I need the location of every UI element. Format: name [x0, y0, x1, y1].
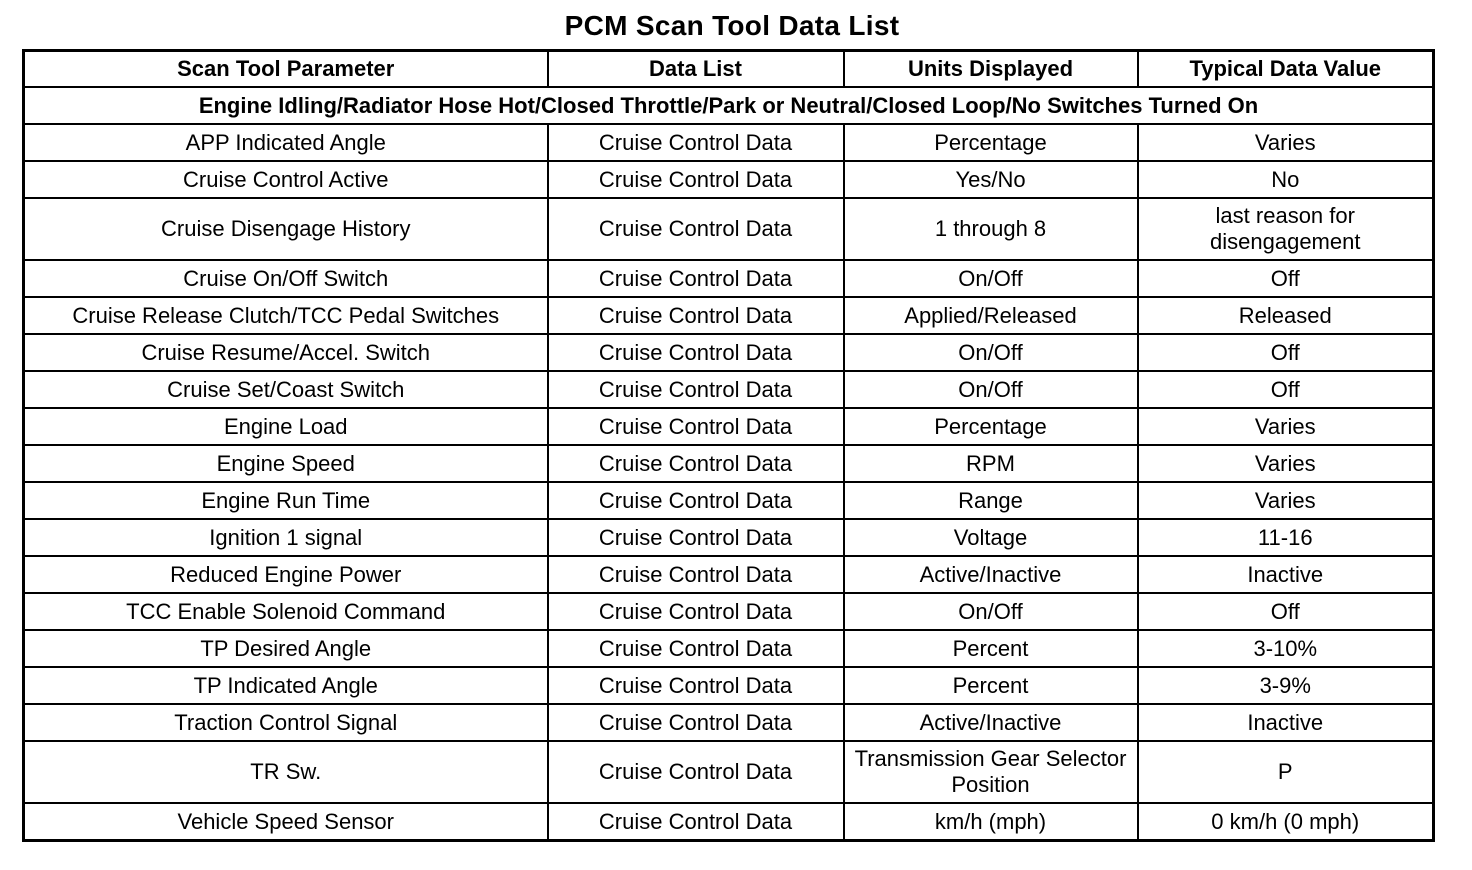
cell-data-list: Cruise Control Data [548, 445, 844, 482]
table-row-13 [24, 593, 1434, 630]
cell-parameter: Traction Control Signal [24, 704, 548, 741]
cell-typical-value: Varies [1138, 482, 1434, 519]
cell-parameter: Cruise Release Clutch/TCC Pedal Switches [24, 297, 548, 334]
cell-units: Voltage [844, 519, 1138, 556]
table-row-2 [24, 161, 1434, 198]
cell-typical-value: Varies [1138, 445, 1434, 482]
table-header [24, 51, 1434, 88]
cell-units: Percentage [844, 124, 1138, 161]
cell-units: Yes/No [844, 161, 1138, 198]
cell-parameter: Ignition 1 signal [24, 519, 548, 556]
cell-data-list: Cruise Control Data [548, 593, 844, 630]
cell-units: Percentage [844, 408, 1138, 445]
table-row-11 [24, 519, 1434, 556]
cell-parameter: Cruise Set/Coast Switch [24, 371, 548, 408]
cell-parameter: TR Sw. [24, 741, 548, 803]
table-row-1 [24, 124, 1434, 161]
cell-units: RPM [844, 445, 1138, 482]
cell-data-list: Cruise Control Data [548, 371, 844, 408]
cell-data-list: Cruise Control Data [548, 482, 844, 519]
cell-units: km/h (mph) [844, 803, 1138, 841]
cell-parameter: Cruise Resume/Accel. Switch [24, 334, 548, 371]
cell-typical-value: 3-10% [1138, 630, 1434, 667]
table-row-5 [24, 297, 1434, 334]
table-row-9 [24, 445, 1434, 482]
cell-parameter: Cruise On/Off Switch [24, 260, 548, 297]
table-row-18 [24, 803, 1434, 841]
cell-data-list: Cruise Control Data [548, 260, 844, 297]
cell-units: Transmission Gear Selector Position [844, 741, 1138, 803]
cell-typical-value: Off [1138, 334, 1434, 371]
table-row-8 [24, 408, 1434, 445]
cell-parameter: TP Indicated Angle [24, 667, 548, 704]
table-row-17 [24, 741, 1434, 803]
cell-units: On/Off [844, 371, 1138, 408]
cell-typical-value: Varies [1138, 408, 1434, 445]
cell-parameter: Vehicle Speed Sensor [24, 803, 548, 841]
cell-typical-value: 11-16 [1138, 519, 1434, 556]
table-row-15 [24, 667, 1434, 704]
cell-data-list: Cruise Control Data [548, 519, 844, 556]
cell-units: Applied/Released [844, 297, 1138, 334]
cell-data-list: Cruise Control Data [548, 334, 844, 371]
page-title: PCM Scan Tool Data List [564, 10, 900, 41]
cell-typical-value: Inactive [1138, 704, 1434, 741]
cell-units: 1 through 8 [844, 198, 1138, 260]
cell-units: Percent [844, 630, 1138, 667]
cell-parameter: Cruise Control Active [24, 161, 548, 198]
cell-data-list: Cruise Control Data [548, 803, 844, 841]
condition-row [24, 87, 1434, 124]
cell-units: Range [844, 482, 1138, 519]
cell-typical-value: 0 km/h (0 mph) [1138, 803, 1434, 841]
cell-data-list: Cruise Control Data [548, 741, 844, 803]
cell-parameter: TCC Enable Solenoid Command [24, 593, 548, 630]
cell-parameter: Cruise Disengage History [24, 198, 548, 260]
table-row-4 [24, 260, 1434, 297]
cell-parameter: Engine Run Time [24, 482, 548, 519]
table-row-6 [24, 334, 1434, 371]
cell-typical-value: last reason for disengagement [1138, 198, 1434, 260]
table-row-3 [24, 198, 1434, 260]
cell-units: On/Off [844, 334, 1138, 371]
operating-condition: Engine Idling/Radiator Hose Hot/Closed Throttle/Park or Neutral/Closed Loop/No Switches Turned On [24, 87, 1434, 124]
cell-data-list: Cruise Control Data [548, 161, 844, 198]
cell-units: Percent [844, 667, 1138, 704]
cell-typical-value: Off [1138, 260, 1434, 297]
table-row-10 [24, 482, 1434, 519]
cell-units: Active/Inactive [844, 704, 1138, 741]
cell-typical-value: No [1138, 161, 1434, 198]
cell-data-list: Cruise Control Data [548, 630, 844, 667]
header-units-displayed: Units Displayed [844, 51, 1138, 88]
cell-data-list: Cruise Control Data [548, 408, 844, 445]
cell-parameter: APP Indicated Angle [24, 124, 548, 161]
table-body [24, 87, 1434, 841]
header-scan-tool-parameter: Scan Tool Parameter [24, 51, 548, 88]
cell-data-list: Cruise Control Data [548, 556, 844, 593]
cell-parameter: Engine Speed [24, 445, 548, 482]
table-row-12 [24, 556, 1434, 593]
cell-data-list: Cruise Control Data [548, 297, 844, 334]
cell-parameter: TP Desired Angle [24, 630, 548, 667]
cell-units: Active/Inactive [844, 556, 1138, 593]
table-row-16 [24, 704, 1434, 741]
cell-typical-value: Inactive [1138, 556, 1434, 593]
cell-typical-value: Off [1138, 371, 1434, 408]
cell-parameter: Engine Load [24, 408, 548, 445]
header-typical-data-value: Typical Data Value [1138, 51, 1434, 88]
scan-tool-data-table [22, 49, 1435, 842]
cell-data-list: Cruise Control Data [548, 704, 844, 741]
cell-typical-value: Varies [1138, 124, 1434, 161]
table-row-7 [24, 371, 1434, 408]
cell-typical-value: Released [1138, 297, 1434, 334]
cell-units: On/Off [844, 260, 1138, 297]
cell-data-list: Cruise Control Data [548, 124, 844, 161]
cell-parameter: Reduced Engine Power [24, 556, 548, 593]
cell-units: On/Off [844, 593, 1138, 630]
cell-typical-value: Off [1138, 593, 1434, 630]
header-data-list: Data List [548, 51, 844, 88]
table-row-14 [24, 630, 1434, 667]
cell-typical-value: P [1138, 741, 1434, 803]
cell-data-list: Cruise Control Data [548, 667, 844, 704]
cell-typical-value: 3-9% [1138, 667, 1434, 704]
header-row [24, 51, 1434, 88]
cell-data-list: Cruise Control Data [548, 198, 844, 260]
